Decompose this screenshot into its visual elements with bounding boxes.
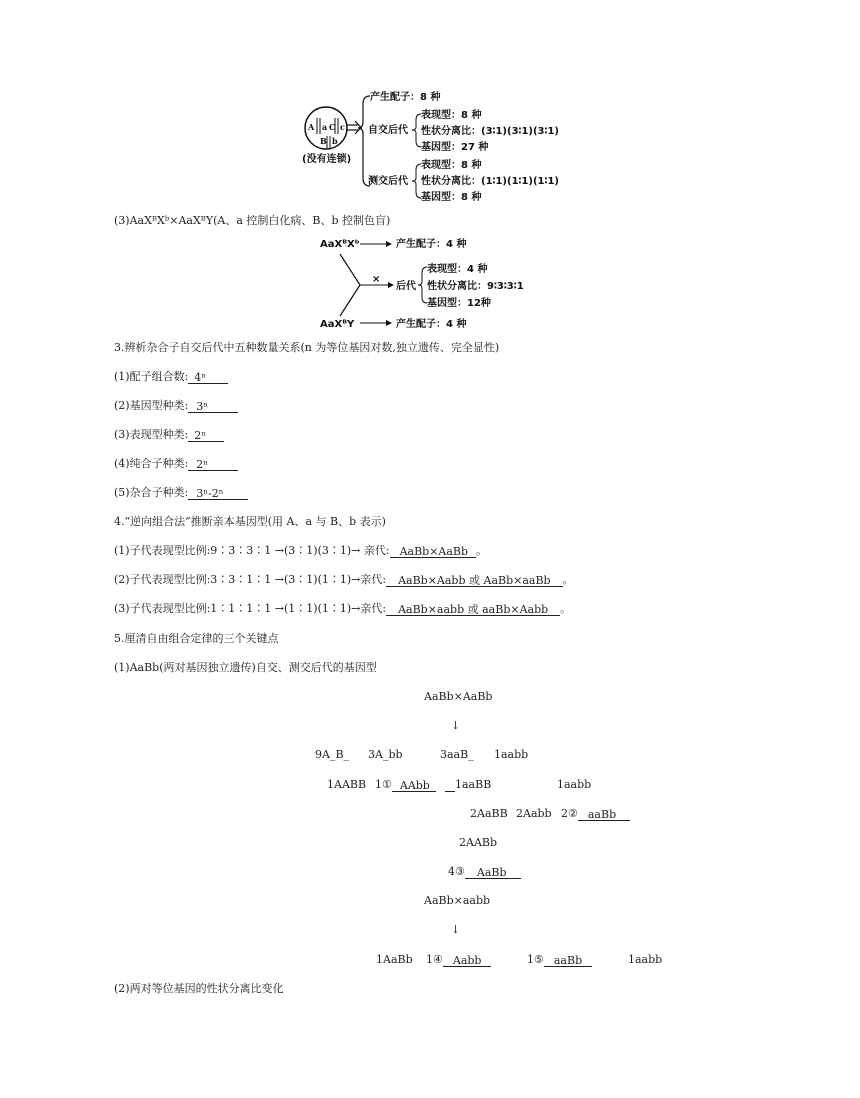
test-row-c3-num: 1⑤ — [527, 953, 544, 966]
test-row-c3 — [527, 953, 592, 967]
parent1-gamete: 产生配子：4 种 — [396, 239, 467, 250]
sec3-row-2 — [114, 399, 238, 413]
row-b-c3 — [561, 807, 630, 821]
self-item-1: 表现型：8 种 — [421, 110, 482, 121]
test-row-c2-answer — [443, 954, 492, 967]
sec5-sub1: (1)AaBb(两对基因独立遗传)自交、测交后代的基因型 — [114, 661, 377, 674]
row-c: 2AABb — [459, 836, 498, 849]
svg-text:B: B — [320, 136, 327, 146]
sec3-row-2-answer-text: 3ⁿ — [196, 400, 209, 413]
test-row-c2 — [426, 953, 491, 967]
cross-sign: × — [372, 274, 381, 285]
sec4-row-3-label: (3)子代表现型比例:1∶1∶1∶1 →(1∶1)(1∶1)→亲代: — [114, 602, 387, 615]
class-9: 9A_B_ — [315, 748, 350, 761]
test-cross-arrow: ↓ — [451, 923, 461, 936]
sec4-row-2 — [114, 573, 574, 587]
offspring-item-3: 基因型：12种 — [427, 298, 491, 309]
section3-title: 3.辨析杂合子自交后代中五种数量关系(n 为等位基因对数,独立遗传、完全显性) — [114, 341, 500, 354]
sec3-row-5 — [114, 486, 248, 500]
sec3-row-3-label: (3)表现型种类: — [114, 428, 189, 441]
self-cross: AaBb×AaBb — [424, 690, 493, 703]
section5-title: 5.厘清自由组合定律的三个关键点 — [114, 632, 279, 645]
sec3-row-2-label: (2)基因型种类: — [114, 399, 189, 412]
test-item-3: 基因型：8 种 — [421, 192, 482, 203]
row-b-c3-answer-text: aaBb — [587, 808, 617, 821]
sec4-row-3-answer-text: AaBb×aabb 或 aaBb×Aabb — [398, 603, 549, 616]
figure-unlinked-genes — [300, 88, 570, 208]
test-offspring-label: 测交后代 — [368, 176, 408, 187]
parent2-genotype: AaXᴮY — [320, 319, 355, 330]
sec3-row-4-answer — [188, 458, 238, 471]
test-row-c2-answer-text: Aabb — [452, 954, 482, 967]
sec3-row-4-answer-text: 2ⁿ — [196, 458, 209, 471]
offspring-item-1: 表现型：4 种 — [427, 264, 488, 275]
row-a-c1: 1AABB — [327, 778, 367, 791]
offspring-item-2: 性状分离比：9∶3∶3∶1 — [427, 281, 524, 292]
sec3-row-1-answer-text: 4ⁿ — [194, 371, 207, 384]
svg-text:C: C — [329, 122, 336, 132]
unlinked-label: (没有连锁) — [302, 154, 352, 165]
row-b-c1: 2AaBB — [470, 807, 508, 820]
sec4-row-3-tail: 。 — [560, 602, 572, 615]
svg-text:c: c — [340, 122, 345, 132]
sec4-row-1-answer — [390, 545, 476, 558]
row-b-c3-answer — [578, 808, 630, 821]
test-item-2: 性状分离比：(1∶1)(1∶1)(1∶1) — [421, 176, 559, 187]
sec3-row-3 — [114, 428, 224, 442]
class-3b: 3aaB_ — [440, 748, 474, 761]
self-item-2: 性状分离比：(3∶1)(3∶1)(3∶1) — [421, 126, 559, 137]
parent1-genotype: AaXᴮXᵇ — [320, 239, 360, 250]
row-b-c2: 2Aabb — [516, 807, 552, 820]
test-item-1: 表现型：8 种 — [421, 160, 482, 171]
row-a-c3-text: 1aaBB — [455, 778, 492, 791]
sec3-row-3-answer-text: 2ⁿ — [194, 429, 207, 442]
sec4-row-1-label: (1)子代表现型比例:9∶3∶3∶1 →(3∶1)(3∶1)→ 亲代: — [114, 544, 390, 557]
test-row-c3-answer-text: aaBb — [553, 954, 583, 967]
test-row-c1: 1AaBb — [376, 953, 413, 966]
test-cross: AaBb×aabb — [424, 894, 491, 907]
class-3a: 3A_bb — [368, 748, 403, 761]
sec3-row-2-answer — [188, 400, 238, 413]
test-row-c3-answer — [544, 954, 592, 967]
sec3-row-5-label: (5)杂合子种类: — [114, 486, 189, 499]
sec3-row-1-answer — [188, 371, 228, 384]
test-row-c4: 1aabb — [628, 953, 663, 966]
row-d-answer-text: AaBb — [476, 866, 507, 879]
sec4-row-2-answer — [386, 574, 563, 587]
sec4-row-3-answer — [386, 603, 560, 616]
row-a-c3-blank — [445, 779, 455, 792]
gamete-text: 产生配子：8 种 — [370, 92, 441, 103]
sec4-row-1-tail: 。 — [476, 544, 488, 557]
sec5-sub2: (2)两对等位基因的性状分离比变化 — [114, 982, 284, 995]
sec4-row-2-label: (2)子代表现型比例:3∶3∶1∶1 →(3∶1)(1∶1)→亲代: — [114, 573, 387, 586]
self-cross-arrow: ↓ — [451, 719, 461, 732]
sec3-row-1-label: (1)配子组合数: — [114, 370, 189, 383]
sec3-row-4 — [114, 457, 238, 471]
sec4-row-1-answer-text: AaBb×AaBb — [399, 545, 469, 558]
row-d — [448, 865, 521, 879]
row-a-c4: 1aabb — [557, 778, 592, 791]
row-a-c2 — [375, 778, 436, 792]
svg-text:A: A — [308, 122, 315, 132]
offspring-label: 后代 — [396, 281, 416, 292]
svg-text:a: a — [322, 122, 328, 132]
sec3-row-3-answer — [188, 429, 224, 442]
item3-heading: (3)AaXᴮXᵇ×AaXᴮY(A、a 控制白化病、B、b 控制色盲) — [114, 214, 391, 227]
sec3-row-5-answer — [188, 487, 248, 500]
self-item-3: 基因型：27 种 — [421, 142, 489, 153]
row-a-c2-num: 1① — [375, 778, 392, 791]
row-d-answer — [465, 866, 521, 879]
sec3-row-5-answer-text: 3ⁿ-2ⁿ — [196, 487, 224, 500]
row-d-num: 4③ — [448, 865, 465, 878]
parent2-gamete: 产生配子：4 种 — [396, 319, 467, 330]
row-a-c2-answer-text: AAbb — [399, 779, 430, 792]
row-a-c2-answer — [392, 779, 436, 792]
test-row-c2-num: 1④ — [426, 953, 443, 966]
sec4-row-1 — [114, 544, 487, 558]
sec4-row-2-tail: 。 — [562, 573, 574, 586]
sec4-row-3 — [114, 602, 571, 616]
figure-xlinked-cross — [318, 234, 558, 332]
row-b-c3-num: 2② — [561, 807, 578, 820]
row-a-c3 — [445, 778, 491, 792]
self-offspring-label: 自交后代 — [368, 125, 408, 136]
class-1: 1aabb — [494, 748, 529, 761]
sec3-row-4-label: (4)纯合子种类: — [114, 457, 189, 470]
sec4-row-2-answer-text: AaBb×Aabb 或 AaBb×aaBb — [398, 574, 551, 587]
sec3-row-1 — [114, 370, 228, 384]
section4-title: 4.“逆向组合法”推断亲本基因型(用 A、a 与 B、b 表示) — [114, 515, 386, 528]
svg-text:b: b — [332, 136, 338, 146]
